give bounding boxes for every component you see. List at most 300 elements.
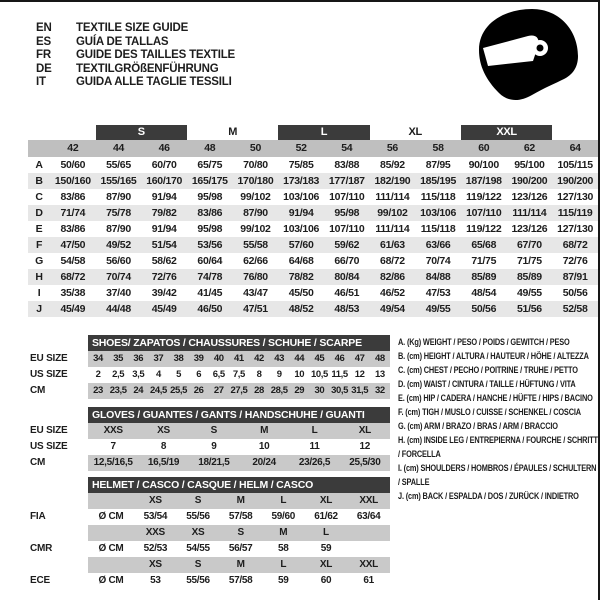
measurement-cell: 45/49	[50, 301, 96, 317]
value-cell: 45	[309, 351, 329, 367]
value-cell: 24	[128, 383, 148, 399]
measurement-cell: 85/89	[507, 269, 553, 285]
helmet-size-label: S	[177, 493, 220, 509]
measurement-cell: 49/54	[370, 301, 416, 317]
size-column-header: 50	[233, 140, 279, 157]
measurement-cell: 190/200	[552, 173, 598, 189]
size-group-xl: XL	[370, 125, 461, 140]
measurement-cell: 185/195	[415, 173, 461, 189]
value-cell: 44	[289, 351, 309, 367]
helmet-size-label: M	[262, 525, 305, 541]
guide-title: TEXTILGRÖßENFÜHRUNG	[76, 62, 219, 75]
size-column-header: 48	[187, 140, 233, 157]
size-column-header: 58	[415, 140, 461, 157]
measurement-cell: 115/119	[552, 205, 598, 221]
legend-item: F. (cm) TIGH / MUSLO / CUISSE / SCHENKEL / COSCIA	[398, 407, 581, 417]
size-group-m: M	[187, 125, 278, 140]
value-cell: 26	[189, 383, 209, 399]
measurement-cell: 95/98	[197, 190, 223, 203]
value-cell: XL	[340, 423, 390, 439]
value-cell: 34	[88, 351, 108, 367]
size-group-xxl: XXL	[461, 125, 552, 140]
measurement-cell: 187/198	[461, 173, 507, 189]
helmet-size-label: XL	[305, 493, 348, 509]
measurement-cell: 64/68	[288, 254, 314, 267]
language-code: IT	[36, 76, 46, 89]
value-cell: 6	[196, 369, 202, 381]
gloves-table-title: GLOVES / GUANTES / GANTS / HANDSCHUHE / GUANTI	[88, 407, 390, 423]
measurement-cell: 48/54	[471, 286, 497, 299]
value-cell: 6,5	[212, 369, 225, 381]
measurement-row-letter: J	[28, 301, 50, 317]
measurement-cell: 50/56	[461, 301, 507, 317]
unit-column-spacer	[88, 557, 134, 573]
measurement-cell: 87/90	[106, 222, 131, 235]
measurement-cell: 107/110	[461, 205, 507, 221]
measurement-cell: 75/85	[288, 158, 314, 171]
measurement-cell: 66/70	[334, 254, 360, 267]
value-cell: 11	[309, 441, 320, 452]
measurement-cell: 170/180	[233, 173, 279, 189]
value-cell: 12,5/16,5	[88, 455, 138, 471]
value-cell: 10,5	[310, 369, 328, 381]
size-column-header: 64	[552, 140, 598, 157]
language-code: ES	[36, 35, 51, 48]
standard-label-spacer	[28, 493, 88, 509]
value-cell: 20/24	[239, 455, 289, 471]
helmet-value-cell: 57/58	[228, 511, 253, 522]
measurement-cell: 103/106	[415, 205, 461, 221]
value-cell: 46	[330, 351, 350, 367]
measurement-cell: 50/56	[562, 286, 588, 299]
measurement-cell: 72/76	[562, 254, 588, 267]
measurement-cell: 111/114	[507, 205, 553, 221]
value-cell: 39	[189, 351, 209, 367]
language-row	[36, 22, 235, 36]
value-cell: 24,5	[148, 383, 168, 399]
measurement-cell: 71/75	[517, 254, 542, 267]
value-cell: 43	[269, 351, 289, 367]
measurement-cell: 83/88	[334, 158, 360, 171]
measurement-cell: 107/110	[329, 222, 365, 235]
value-cell: 9	[276, 369, 282, 381]
measurement-cell: 50/60	[60, 158, 86, 171]
size-column-header: 42	[50, 140, 96, 157]
unit-column-spacer	[88, 525, 134, 541]
measurement-cell: 47/51	[233, 301, 279, 317]
unit-column-spacer	[88, 493, 134, 509]
legend-item: G. (cm) ARM / BRAZO / BRAS / ARM / BRACCIO	[398, 421, 558, 431]
measurement-cell: 71/74	[50, 205, 96, 221]
helmet-table	[28, 477, 390, 589]
measurement-cell: 52/58	[552, 301, 598, 317]
value-cell: 38	[169, 351, 189, 367]
value-cell: 11,5	[331, 369, 348, 381]
size-group-spacer	[28, 125, 96, 140]
measurement-cell: 60/70	[151, 158, 177, 171]
measurement-cell: 59/62	[324, 237, 370, 253]
measurement-cell: 115/118	[420, 222, 456, 235]
measurement-cell: 87/90	[106, 190, 131, 203]
measurement-cell: 160/170	[141, 173, 187, 189]
helmet-value-cell: 52/53	[143, 543, 168, 554]
measurement-cell: 91/94	[151, 222, 177, 235]
measurement-cell: 99/102	[370, 205, 416, 221]
guide-title: GUIDA ALLE TAGLIE TESSILI	[76, 76, 232, 89]
value-cell: 42	[249, 351, 269, 367]
value-cell: 13	[374, 369, 385, 381]
row-label: EU SIZE	[28, 423, 88, 439]
row-label: US SIZE	[28, 367, 88, 383]
value-cell: 40	[209, 351, 229, 367]
measurement-cell: 47/50	[50, 237, 96, 253]
legend-item: B. (cm) HEIGHT / ALTURA / HAUTEUR / HÖHE / ALTEZZA	[398, 351, 589, 361]
standard-label-spacer	[28, 525, 88, 541]
value-cell: 28	[249, 383, 269, 399]
helmet-value-cell: 55/56	[186, 511, 210, 522]
measurement-cell: 105/115	[557, 158, 593, 171]
measurement-cell: 79/82	[141, 205, 187, 221]
helmet-size-label: XS	[134, 557, 177, 573]
shoes-table-title: SHOES/ ZAPATOS / CHAUSSURES / SCHUHE / SCARPE	[88, 335, 390, 351]
helmet-value-cell: 58	[278, 543, 289, 554]
measurement-cell: 65/75	[197, 158, 223, 171]
measurement-cell: 83/86	[187, 205, 233, 221]
measurement-cell: 55/65	[106, 158, 131, 171]
language-row	[36, 49, 235, 63]
measurement-cell: 39/42	[151, 286, 177, 299]
measurement-cell: 46/51	[334, 286, 360, 299]
measurement-cell: 123/126	[511, 190, 548, 203]
helmet-value-cell: 54/55	[186, 543, 210, 554]
measurement-cell: 103/106	[283, 222, 320, 235]
row-label: CM	[28, 383, 88, 399]
measurement-cell: 56/60	[106, 254, 131, 267]
helmet-size-label: L	[262, 557, 305, 573]
measurement-cell: 76/80	[233, 269, 279, 285]
legend-item: A. (Kg) WEIGHT / PESO / POIDS / GEWITCH / PESO	[398, 337, 570, 347]
helmet-value-cell: 61	[363, 575, 374, 586]
measurement-cell: 41/45	[197, 286, 223, 299]
value-cell: 48	[370, 351, 390, 367]
language-row	[36, 36, 235, 50]
value-cell: 23	[88, 383, 108, 399]
measurement-cell: 46/50	[187, 301, 233, 317]
measurement-cell: 65/68	[461, 237, 507, 253]
value-cell: 27,5	[229, 383, 249, 399]
measurement-cell: 51/56	[507, 301, 553, 317]
measurement-cell: 95/98	[197, 222, 223, 235]
language-code: FR	[36, 49, 51, 62]
size-column-header: 44	[96, 140, 142, 157]
legend-item: I. (cm) SHOULDERS / HOMBROS / ÉPAULES / SCHULTERN / SPALLE	[398, 463, 597, 487]
measurement-cell: 45/49	[141, 301, 187, 317]
textile-size-table	[28, 125, 598, 317]
measurement-cell: 54/58	[60, 254, 86, 267]
value-cell: 9	[211, 441, 217, 452]
size-column-header: 52	[278, 140, 324, 157]
measurement-cell: 37/40	[106, 286, 131, 299]
gloves-title-spacer	[28, 407, 88, 423]
helmet-size-label: XS	[134, 493, 177, 509]
value-cell: 2,5	[112, 369, 125, 381]
unit-prefix: Ø CM	[98, 511, 124, 522]
helmet-value-cell: 60	[320, 575, 332, 586]
measurement-cell: 70/74	[96, 269, 142, 285]
helmet-title-spacer	[28, 477, 88, 493]
value-cell: 30	[309, 383, 329, 399]
measurement-cell: 91/94	[151, 190, 177, 203]
measurement-row-letter: G	[35, 254, 43, 267]
value-cell: 25,5	[169, 383, 189, 399]
value-cell: 7,5	[232, 369, 245, 381]
measurement-row-letter: A	[35, 158, 43, 171]
shoes-table	[28, 335, 390, 399]
standard-label: FIA	[28, 509, 88, 525]
measurement-cell: 63/66	[415, 237, 461, 253]
measurement-cell: 46/52	[380, 286, 405, 299]
value-cell: 8	[256, 369, 262, 381]
measurement-cell: 177/187	[324, 173, 370, 189]
language-code: DE	[36, 62, 52, 75]
legend-item: E. (cm) HIP / CADERA / HANCHE / HÜFTE / HIPS / BACINO	[398, 393, 593, 403]
value-cell: 32	[370, 383, 390, 399]
measurement-cell: 68/72	[552, 237, 598, 253]
measurement-cell: 99/102	[240, 190, 271, 203]
measurement-cell: 85/89	[461, 269, 507, 285]
measurement-cell: 67/70	[507, 237, 553, 253]
measurement-legend	[398, 335, 598, 503]
row-label: EU SIZE	[28, 351, 88, 367]
measurement-cell: 44/48	[96, 301, 142, 317]
measurement-cell: 68/72	[380, 254, 405, 267]
legend-item: J. (cm) BACK / ESPALDA / DOS / ZURÜCK / INDIETRO	[398, 491, 579, 501]
language-code: EN	[36, 22, 52, 34]
helmet-value-cell: 59/60	[271, 511, 296, 522]
value-cell: 35	[108, 351, 128, 367]
measurement-cell: 115/118	[420, 190, 456, 203]
helmet-size-label: XL	[305, 557, 348, 573]
measurement-cell: 119/122	[466, 190, 502, 203]
size-group-s: S	[96, 125, 187, 140]
value-cell: XS	[138, 423, 188, 439]
helmet-size-label: L	[305, 525, 348, 541]
helmet-size-label: S	[219, 525, 262, 541]
measurement-cell: 70/80	[243, 158, 268, 171]
value-cell: 10	[258, 441, 270, 452]
measurement-cell: 48/53	[324, 301, 370, 317]
measurement-cell: 95/100	[514, 158, 545, 171]
helmet-value-cell: 56/57	[228, 543, 253, 554]
measurement-cell: 84/88	[415, 269, 461, 285]
measurement-row-letter: B	[28, 173, 50, 189]
value-cell: 25,5/30	[340, 455, 390, 471]
value-cell: 8	[160, 441, 167, 452]
helmet-value-cell: 55/56	[186, 575, 210, 586]
measurement-cell: 61/63	[370, 237, 416, 253]
measurement-cell: 127/130	[557, 222, 594, 235]
value-cell: 41	[229, 351, 249, 367]
measurement-cell: 35/38	[60, 286, 86, 299]
measurement-cell: 87/91	[552, 269, 598, 285]
size-column-header: 56	[370, 140, 416, 157]
value-cell: 30,5	[330, 383, 350, 399]
language-row	[36, 63, 235, 77]
value-cell: 23/26,5	[289, 455, 339, 471]
guide-title: GUÍA DE TALLAS	[76, 35, 169, 48]
measurement-cell: 82/86	[370, 269, 416, 285]
measurement-cell: 57/60	[278, 237, 324, 253]
helmet-table-title: HELMET / CASCO / CASQUE / HELM / CASCO	[88, 477, 390, 493]
value-cell: 28,5	[269, 383, 289, 399]
value-cell: 31,5	[350, 383, 370, 399]
helmet-value-cell: 57/58	[228, 575, 253, 586]
measurement-cell: 68/72	[50, 269, 96, 285]
measurement-row-letter: E	[35, 222, 43, 235]
guide-title: GUIDE DES TAILLES TEXTILE	[76, 49, 235, 62]
helmet-value-cell	[347, 541, 390, 557]
measurement-cell: 127/130	[557, 190, 594, 203]
measurement-cell: 78/82	[278, 269, 324, 285]
value-cell: 12	[354, 369, 365, 381]
value-cell: 5	[176, 369, 181, 381]
helmet-value-cell: 53/54	[143, 511, 168, 522]
guide-title: TEXTILE SIZE GUIDE	[76, 22, 189, 34]
value-cell: 12	[359, 441, 371, 452]
measurement-row-letter: F	[28, 237, 50, 253]
helmet-value-cell: 59	[278, 575, 289, 586]
unit-prefix: Ø CM	[98, 575, 124, 586]
measurement-cell: 60/64	[197, 254, 223, 267]
measurement-cell: 55/58	[233, 237, 279, 253]
measurement-cell: 72/76	[141, 269, 187, 285]
row-label: CM	[28, 455, 88, 471]
measurement-cell: 49/52	[96, 237, 142, 253]
measurement-cell: 74/78	[187, 269, 233, 285]
measurement-cell: 111/114	[375, 190, 410, 203]
measurement-cell: 90/100	[468, 158, 499, 171]
measurement-cell: 49/55	[415, 301, 461, 317]
measurement-cell: 49/55	[517, 286, 542, 299]
row-label: US SIZE	[28, 439, 88, 455]
helmet-size-label: XXL	[347, 557, 390, 573]
value-cell: 18/21,5	[189, 455, 239, 471]
measurement-cell: 107/110	[329, 190, 365, 203]
measurement-cell: 45/50	[288, 286, 314, 299]
measurement-cell: 123/126	[511, 222, 548, 235]
shoes-title-spacer	[28, 335, 88, 351]
measurement-cell: 48/52	[278, 301, 324, 317]
size-row-corner	[28, 140, 50, 157]
measurement-cell: 80/84	[324, 269, 370, 285]
unit-prefix: Ø CM	[98, 543, 124, 554]
language-title-block	[36, 22, 235, 90]
measurement-cell: 119/122	[466, 222, 502, 235]
measurement-cell: 95/98	[324, 205, 370, 221]
value-cell: 36	[128, 351, 148, 367]
value-cell: 3,5	[132, 369, 145, 381]
value-cell: 10	[294, 369, 305, 381]
value-cell: M	[239, 423, 289, 439]
measurement-cell: 43/47	[243, 286, 268, 299]
measurement-cell: 83/86	[60, 190, 86, 203]
size-column-header: 46	[141, 140, 187, 157]
helmet-size-label: L	[262, 493, 305, 509]
measurement-cell: 155/165	[96, 173, 142, 189]
measurement-cell: 58/62	[151, 254, 177, 267]
measurement-cell: 87/90	[233, 205, 279, 221]
measurement-cell: 71/75	[471, 254, 497, 267]
measurement-cell: 51/54	[141, 237, 187, 253]
size-group-l: L	[278, 125, 369, 140]
legend-item: H. (cm) INSIDE LEG / ENTREPIERNA / FOURCHE / SCHRITT / FORCELLA	[398, 435, 598, 459]
value-cell: 2	[95, 369, 101, 381]
measurement-cell: 150/160	[50, 173, 96, 189]
helmet-size-label: M	[219, 557, 262, 573]
measurement-cell: 91/94	[278, 205, 324, 221]
measurement-cell: 75/78	[96, 205, 142, 221]
helmet-value-cell: 61/62	[314, 511, 338, 522]
measurement-cell: 182/190	[370, 173, 416, 189]
value-cell: 47	[350, 351, 370, 367]
value-cell: 16,5/19	[138, 455, 188, 471]
size-group-spacer	[552, 125, 598, 140]
measurement-cell: 173/183	[278, 173, 324, 189]
value-cell: XXS	[88, 423, 138, 439]
standard-label: ECE	[28, 573, 88, 589]
value-cell: 27	[209, 383, 229, 399]
measurement-cell: 62/66	[243, 254, 268, 267]
helmet-value-cell: 53	[150, 575, 161, 586]
legend-item: C. (cm) CHEST / PECHO / POITRINE / TRUHE / PETTO	[398, 365, 578, 375]
value-cell: 37	[148, 351, 168, 367]
legend-item: D. (cm) WAIST / CINTURA / TAILLE / HÜFTUNG / VITA	[398, 379, 576, 389]
measurement-cell: 99/102	[240, 222, 271, 235]
measurement-row-letter: I	[37, 286, 41, 299]
measurement-cell: 111/114	[375, 222, 410, 235]
value-cell: 23,5	[108, 383, 128, 399]
helmet-size-label: XS	[177, 525, 220, 541]
helmet-size-label: XXL	[347, 493, 390, 509]
value-cell: S	[189, 423, 239, 439]
measurement-cell: 85/92	[380, 158, 405, 171]
measurement-row-letter: H	[28, 269, 50, 285]
standard-label: CMR	[28, 541, 88, 557]
size-column-header: 60	[461, 140, 507, 157]
helmet-value-cell: 59	[320, 543, 332, 554]
measurement-row-letter: D	[28, 205, 50, 221]
value-cell: 29	[289, 383, 309, 399]
helmet-icon-graphic	[468, 4, 590, 114]
helmet-size-label: M	[219, 493, 262, 509]
measurement-cell: 190/200	[507, 173, 553, 189]
helmet-size-label: XXS	[134, 525, 177, 541]
value-cell: 4	[155, 369, 161, 381]
helmet-size-label: S	[177, 557, 220, 573]
language-row	[36, 76, 235, 90]
measurement-cell: 165/175	[187, 173, 233, 189]
measurement-cell: 70/74	[425, 254, 451, 267]
measurement-cell: 83/86	[60, 222, 86, 235]
helmet-size-label	[347, 525, 390, 541]
standard-label-spacer	[28, 557, 88, 573]
helmet-icon	[468, 4, 590, 114]
value-cell: 7	[110, 441, 116, 452]
gloves-table	[28, 407, 390, 471]
measurement-cell: 87/95	[425, 158, 451, 171]
value-cell: L	[289, 423, 339, 439]
measurement-cell: 47/53	[425, 286, 451, 299]
